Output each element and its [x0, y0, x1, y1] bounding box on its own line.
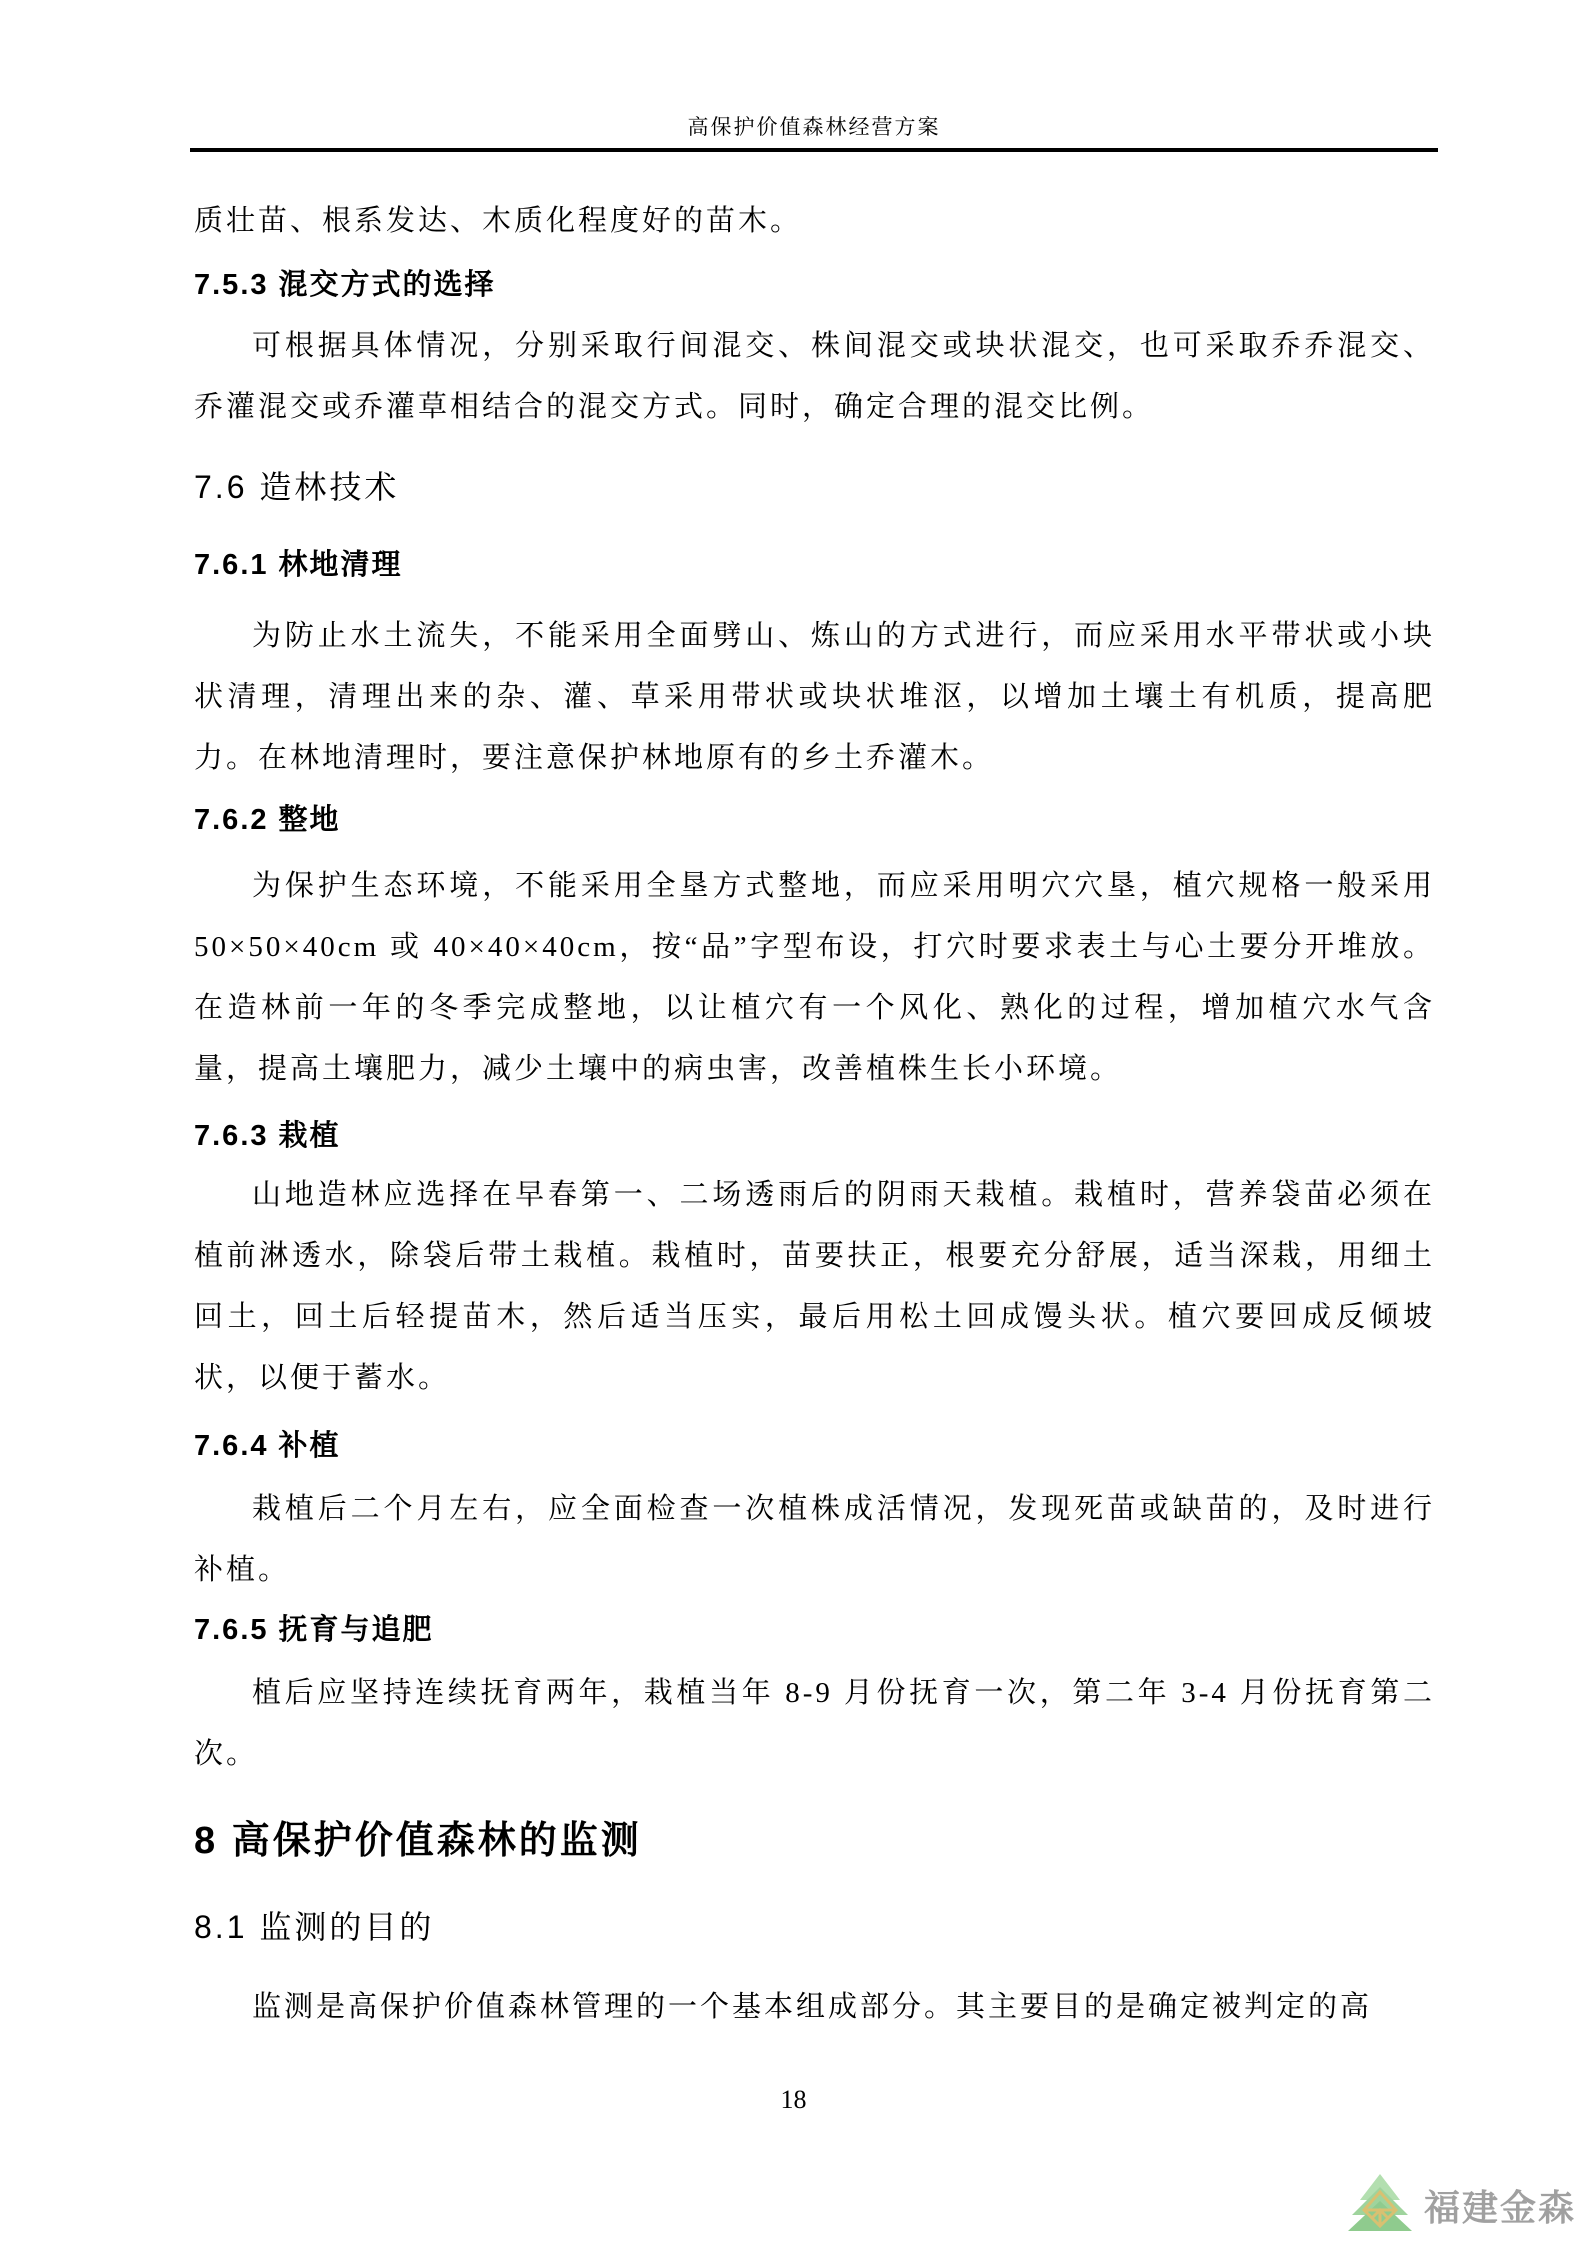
paragraph-land-clearing: 为防止水土流失，不能采用全面劈山、炼山的方式进行，而应采用水平带状或小块状清理，清理出来的杂、灌、草采用带状或块状堆沤，以增加土壤土有机质，提高肥力。在林地清理时，要注意保护林地原有的乡土乔灌木。	[194, 620, 1435, 774]
heading-7-6: 7.6 造林技术	[194, 469, 400, 505]
paragraph-planting: 山地造林应选择在早春第一、二场透雨后的阴雨天栽植。栽植时，营养袋苗必须在植前淋透水，除袋后带土栽植。栽植时，苗要扶正，根要充分舒展，适当深栽，用细土回土，回土后轻提苗木，然后适当压实，最后用松土回成馒头状。植穴要回成反倾坡状，以便于蓄水。	[194, 1179, 1435, 1394]
paragraph-replanting: 栽植后二个月左右，应全面检查一次植株成活情况，发现死苗或缺苗的，及时进行补植。	[194, 1493, 1435, 1586]
running-header	[190, 116, 1438, 152]
heading-7-6-5: 7.6.5 抚育与追肥	[194, 1614, 434, 1646]
running-header-title: 高保护价值森林经营方案	[687, 116, 941, 139]
paragraph-mixing-methods: 可根据具体情况，分别采取行间混交、株间混交或块状混交，也可采取乔乔混交、乔灌混交或乔灌草相结合的混交方式。同时，确定合理的混交比例。	[194, 330, 1435, 423]
logo-text: 福建金森	[1424, 2187, 1577, 2228]
heading-7-6-3: 7.6.3 栽植	[194, 1120, 341, 1152]
heading-8: 8 高保护价值森林的监测	[194, 1820, 642, 1862]
paragraph-soil-preparation: 为保护生态环境，不能采用全垦方式整地，而应采用明穴穴垦，植穴规格一般采用 50×50×40cm 或 40×40×40cm，按“品”字型布设，打穴时要求表土与心土要分开堆放。在造林前一年的冬季完成整地，以让植穴有一个风化、熟化的过程，增加植穴水气含量，提高土壤肥力，减少土壤中的病虫害，改善植株生长小环境。	[194, 870, 1435, 1085]
heading-7-6-2: 7.6.2 整地	[194, 804, 341, 836]
heading-8-1: 8.1 监测的目的	[194, 1909, 435, 1945]
page-number: 18	[780, 2085, 807, 2114]
heading-7-6-4: 7.6.4 补植	[194, 1430, 341, 1462]
paragraph-seedling-quality: 质壮苗、根系发达、木质化程度好的苗木。	[194, 205, 803, 237]
logo-tree-icon	[1348, 2174, 1412, 2232]
paragraph-monitoring-purpose: 监测是高保护价值森林管理的一个基本组成部分。其主要目的是确定被判定的高	[252, 1991, 1373, 2023]
paragraph-tending-fertilizing: 植后应坚持连续抚育两年，栽植当年 8-9 月份抚育一次，第二年 3-4 月份抚育第二次。	[194, 1677, 1435, 1770]
heading-7-6-1: 7.6.1 林地清理	[194, 549, 403, 581]
company-logo	[1348, 2174, 1576, 2232]
heading-7-5-3: 7.5.3 混交方式的选择	[194, 269, 496, 301]
